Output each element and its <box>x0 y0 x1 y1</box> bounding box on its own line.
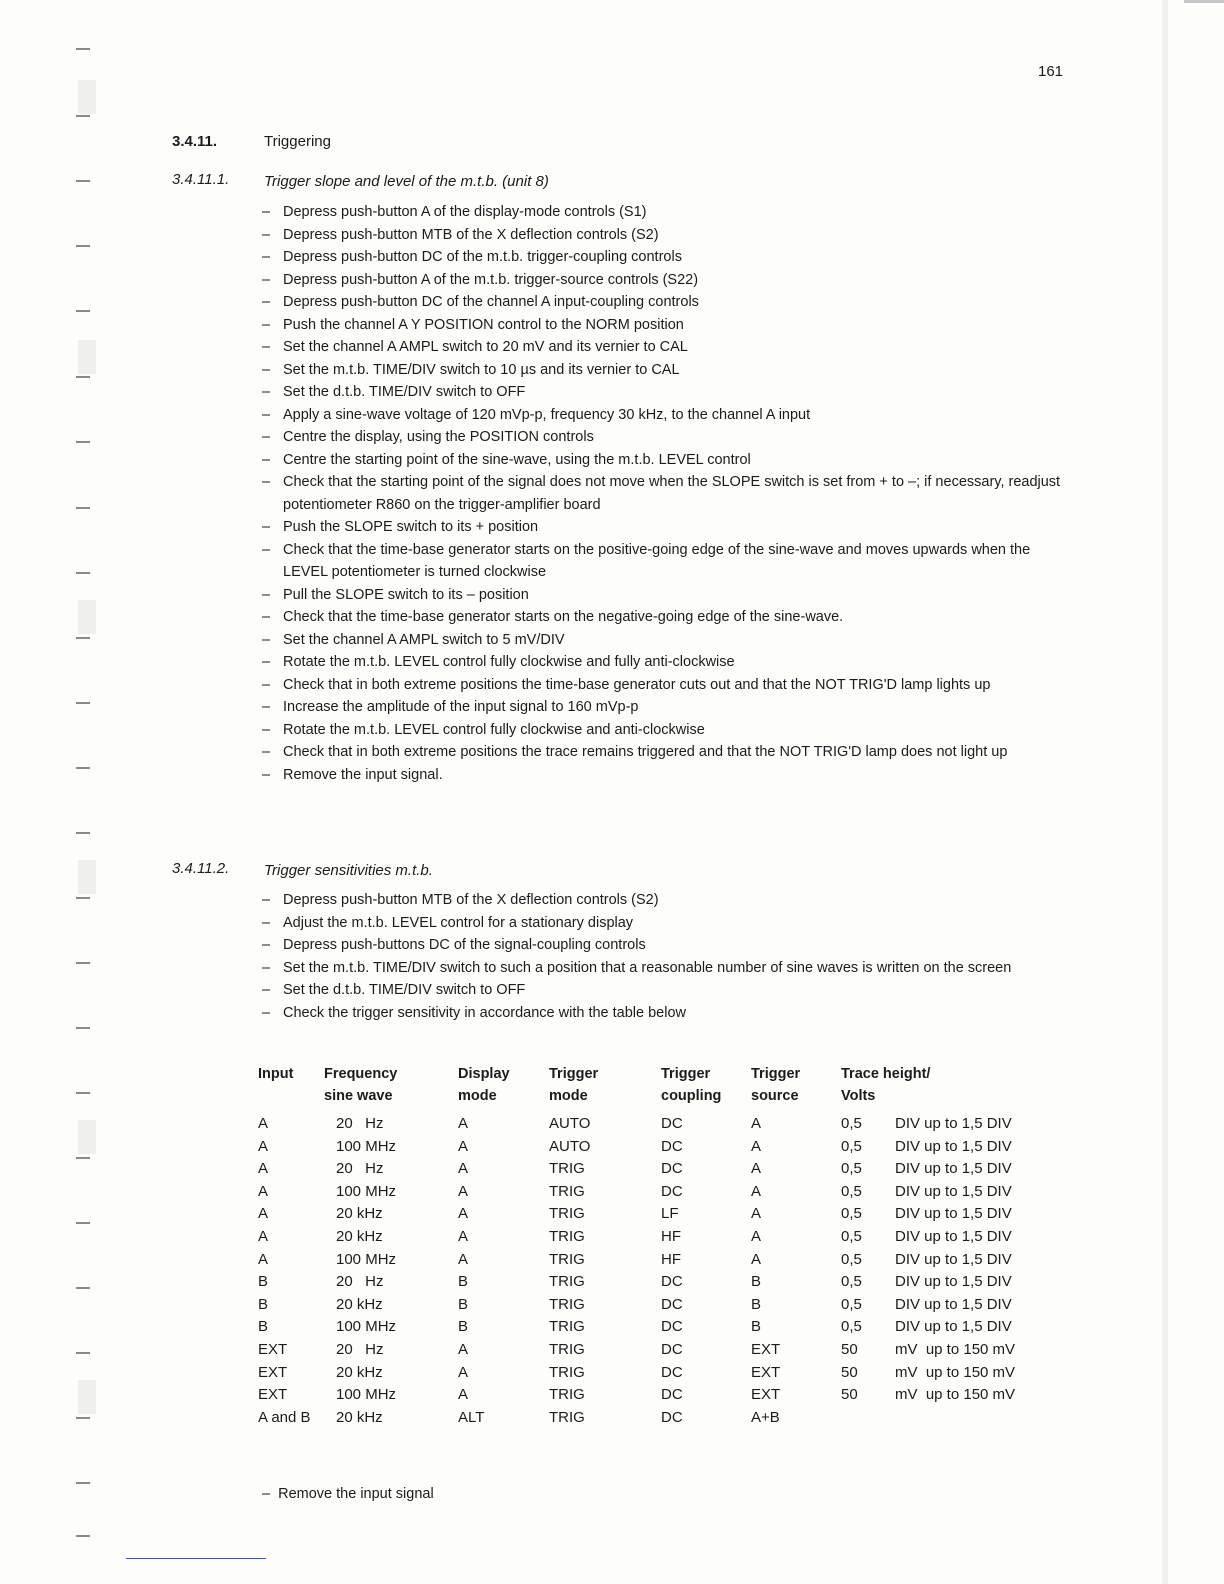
bullet-dash: – <box>262 384 271 400</box>
bullet-dash: – <box>262 676 271 693</box>
table-cell: A <box>258 1160 269 1178</box>
header-line: mode <box>549 1088 588 1104</box>
header-line: source <box>751 1088 799 1104</box>
table-cell: TRIG <box>549 1227 585 1245</box>
table-cell: 50 <box>841 1363 858 1381</box>
list-item <box>262 359 1072 382</box>
table-cell: A and B <box>258 1408 311 1426</box>
table-cell: 20 kHz <box>336 1295 383 1313</box>
table-cell: B <box>258 1318 269 1336</box>
table-cell: 100 MHz <box>336 1137 397 1155</box>
table-row <box>258 1181 1113 1204</box>
bullet-dash: – <box>262 541 271 558</box>
table-row <box>258 1316 1113 1339</box>
bullet-dash: – <box>262 226 271 243</box>
list-item <box>262 719 1072 742</box>
table-cell: A <box>751 1137 762 1155</box>
table-cell: DIV up to 1,5 DIV <box>895 1160 1012 1178</box>
header-line: sine wave <box>324 1088 393 1104</box>
table-cell: 20 kHz <box>336 1408 383 1426</box>
list-item <box>262 651 1072 674</box>
table-cell: A <box>458 1227 469 1245</box>
scan-edge-mark <box>1184 0 1224 3</box>
table-cell: DC <box>661 1115 683 1132</box>
header-line: Trigger <box>549 1066 599 1082</box>
table-cell: A <box>751 1205 762 1223</box>
table-cell: DIV up to 1,5 DIV <box>895 1273 1012 1291</box>
table-cell: mV up to 150 mV <box>895 1386 1016 1404</box>
table-cell: B <box>751 1273 762 1291</box>
table-cell: DC <box>661 1340 683 1358</box>
table-cell: DIV up to 1,5 DIV <box>895 1318 1012 1336</box>
table-row <box>258 1294 1113 1317</box>
bullet-dash: – <box>262 654 271 670</box>
list-item-text: Push the channel A Y POSITION control to the NORM position <box>283 316 684 333</box>
table-cell: TRIG <box>549 1318 585 1336</box>
table-row <box>258 1249 1113 1272</box>
bullet-dash: – <box>262 339 271 355</box>
bullet-dash: – <box>262 429 271 445</box>
list-item <box>262 224 1072 247</box>
table-cell: A <box>458 1160 469 1178</box>
list-item-text: Rotate the m.t.b. LEVEL control fully clockwise and anti-clockwise <box>283 721 705 738</box>
list-item <box>262 674 1072 697</box>
table-cell: A <box>458 1137 469 1155</box>
table-row <box>258 1339 1113 1362</box>
bullet-dash: – <box>262 294 271 310</box>
list-item <box>262 957 1072 980</box>
bullet-dash: – <box>262 271 271 288</box>
list-item-text: Remove the input signal. <box>283 766 443 783</box>
list-item <box>262 889 1072 912</box>
section-title: Triggering <box>264 133 331 150</box>
table-cell: A <box>458 1205 469 1223</box>
bullet-dash: – <box>262 982 271 998</box>
table-cell: 0,5 <box>841 1295 862 1313</box>
table-cell: 0,5 <box>841 1205 862 1223</box>
table-cell: DC <box>661 1160 683 1178</box>
list-item-text: Check that in both extreme positions the trace remains triggered and that the NOT TRIG'D lamp does not light up <box>283 744 1008 760</box>
table-cell: EXT <box>751 1340 781 1358</box>
page-number: 161 <box>1038 63 1064 80</box>
column-header <box>324 1063 458 1113</box>
table-cell: TRIG <box>549 1386 585 1404</box>
list-item <box>262 246 1072 269</box>
table-cell: 0,5 <box>841 1273 862 1291</box>
table-cell: A <box>751 1227 762 1245</box>
table-cell: 0,5 <box>841 1227 862 1245</box>
subsection-title: Trigger slope and level of the m.t.b. (unit 8) <box>264 173 549 190</box>
table-cell: TRIG <box>549 1182 585 1200</box>
list-item-text: Increase the amplitude of the input signal to 160 mVp-p <box>283 699 639 715</box>
list-item <box>262 539 1072 584</box>
list-item <box>262 606 1072 629</box>
list-item <box>262 696 1072 719</box>
table-row <box>258 1203 1113 1226</box>
table-cell: A <box>458 1182 469 1200</box>
list-item-text: Set the d.t.b. TIME/DIV switch to OFF <box>283 384 526 400</box>
table-cell: TRIG <box>549 1340 585 1358</box>
table-cell: 0,5 <box>841 1160 862 1178</box>
table-cell: B <box>751 1318 762 1336</box>
list-item-text: Depress push-button DC of the m.t.b. trigger-coupling controls <box>283 249 682 265</box>
table-cell: DC <box>661 1295 683 1313</box>
table-cell: B <box>458 1318 469 1336</box>
table-cell: 50 <box>841 1340 858 1358</box>
table-cell: ALT <box>458 1408 485 1426</box>
bullet-dash: – <box>262 406 271 423</box>
header-line: mode <box>458 1088 497 1104</box>
table-cell: 100 MHz <box>336 1182 397 1200</box>
bullet-dash: – <box>262 204 271 220</box>
table-cell: DC <box>661 1408 683 1426</box>
table-row <box>258 1136 1113 1159</box>
table-cell: DC <box>661 1318 683 1336</box>
bullet-dash: – <box>262 361 271 378</box>
table-cell <box>893 1407 1113 1430</box>
table-cell: EXT <box>258 1340 288 1358</box>
list-item <box>262 979 1072 1002</box>
table-cell: 0,5 <box>841 1250 862 1268</box>
list-item-text: Set the m.t.b. TIME/DIV switch to 10 µs and its vernier to CAL <box>283 361 680 378</box>
list-item <box>262 629 1072 652</box>
list-item <box>262 336 1072 359</box>
list-item-text: Push the SLOPE switch to its + position <box>283 519 539 535</box>
bullet-dash: – <box>262 1486 279 1502</box>
bullet-dash: – <box>262 744 271 760</box>
bullet-dash: – <box>262 937 271 953</box>
list-item-text: Check that the time-base generator starts on the negative-going edge of the sine-wave. <box>283 609 844 625</box>
subsection-number: 3.4.11.1. <box>172 171 230 188</box>
list-item-text: Set the d.t.b. TIME/DIV switch to OFF <box>283 982 526 998</box>
table-cell: 0,5 <box>841 1115 862 1132</box>
table-cell: A <box>458 1386 469 1404</box>
table-cell: TRIG <box>549 1295 585 1313</box>
bullet-dash: – <box>262 721 271 738</box>
header-line: Trace height/ <box>841 1066 931 1082</box>
table-row <box>258 1362 1113 1385</box>
table-cell: A <box>258 1137 269 1155</box>
list-item-text: Depress push-button MTB of the X deflection controls (S2) <box>283 226 659 243</box>
list-item-text: Check that the starting point of the signal does not move when the SLOPE switch is set from + to –; if necessary, readjust potentiometer R860 on the trigger-amplifier board <box>283 474 1061 513</box>
table-cell: A <box>258 1250 269 1268</box>
table-cell: 20 kHz <box>336 1205 383 1223</box>
table-cell: B <box>458 1273 469 1291</box>
list-item <box>262 1002 1072 1025</box>
list-item-text: Check the trigger sensitivity in accordance with the table below <box>283 1004 686 1021</box>
column-header <box>549 1063 661 1113</box>
list-item-text: Depress push-button DC of the channel A input-coupling controls <box>283 294 699 310</box>
section-number: 3.4.11. <box>172 133 218 150</box>
list-item <box>262 449 1072 472</box>
table-cell: 100 MHz <box>336 1250 397 1268</box>
table-cell: TRIG <box>549 1273 585 1291</box>
table-row <box>258 1226 1113 1249</box>
table-cell: A+B <box>751 1408 780 1426</box>
table-cell: EXT <box>751 1386 781 1404</box>
scan-margin <box>0 0 100 1584</box>
table-cell: A <box>458 1250 469 1268</box>
list-item <box>262 471 1072 516</box>
bullet-dash: – <box>262 519 271 535</box>
column-header <box>258 1063 324 1113</box>
table-row <box>258 1384 1113 1407</box>
procedure-list <box>262 201 1072 786</box>
table-cell: DC <box>661 1386 683 1404</box>
table-cell: 0,5 <box>841 1137 862 1155</box>
trigger-sensitivity-table <box>258 1063 1113 1429</box>
table-cell: 20 Hz <box>336 1160 384 1178</box>
bullet-dash: – <box>262 609 271 625</box>
table-cell: HF <box>661 1227 681 1245</box>
column-header <box>751 1063 841 1113</box>
table-cell: A <box>458 1340 469 1358</box>
table-cell: LF <box>661 1205 679 1223</box>
table-cell: 20 Hz <box>336 1115 384 1132</box>
final-step-text: Remove the input signal <box>278 1486 434 1502</box>
table-cell: EXT <box>258 1386 288 1404</box>
table-cell: DIV up to 1,5 DIV <box>895 1295 1012 1313</box>
bullet-dash: – <box>262 474 271 490</box>
header-line: Display <box>458 1066 510 1082</box>
bullet-dash: – <box>262 631 271 648</box>
bullet-dash: – <box>262 959 271 976</box>
table-cell: EXT <box>751 1363 781 1381</box>
list-item <box>262 291 1072 314</box>
column-header <box>841 1063 1113 1113</box>
table-cell: 20 kHz <box>336 1227 383 1245</box>
list-item-text: Adjust the m.t.b. LEVEL control for a stationary display <box>283 914 634 931</box>
table-cell: DIV up to 1,5 DIV <box>895 1182 1012 1200</box>
table-cell: B <box>458 1295 469 1313</box>
table-cell: DIV up to 1,5 DIV <box>895 1137 1012 1155</box>
bullet-dash: – <box>262 892 271 908</box>
table-cell: A <box>751 1250 762 1268</box>
table-cell: AUTO <box>549 1137 591 1155</box>
table-cell: A <box>258 1205 269 1223</box>
list-item-text: Rotate the m.t.b. LEVEL control fully clockwise and fully anti-clockwise <box>283 654 735 670</box>
table-cell: A <box>258 1227 269 1245</box>
table-cell: TRIG <box>549 1205 585 1223</box>
table-cell: DIV up to 1,5 DIV <box>895 1115 1012 1132</box>
table-cell: 100 MHz <box>336 1386 397 1404</box>
subsection-title: Trigger sensitivities m.t.b. <box>264 862 433 879</box>
table-row <box>258 1158 1113 1181</box>
table-cell: A <box>258 1115 269 1132</box>
table-cell: B <box>258 1273 269 1291</box>
bullet-dash: – <box>262 766 271 783</box>
bullet-dash: – <box>262 249 271 265</box>
list-item <box>262 381 1072 404</box>
list-item <box>262 934 1072 957</box>
list-item <box>262 741 1072 764</box>
bullet-dash: – <box>262 451 271 468</box>
list-item-text: Check that in both extreme positions the time-base generator cuts out and that the NOT TRIG'D lamp lights up <box>283 676 991 693</box>
list-item <box>262 201 1072 224</box>
list-item-text: Centre the starting point of the sine-wave, using the m.t.b. LEVEL control <box>283 451 751 468</box>
table-cell: TRIG <box>549 1160 585 1178</box>
list-item-text: Set the m.t.b. TIME/DIV switch to such a position that a reasonable number of sine waves is written on the screen <box>283 959 1012 976</box>
subsection-number: 3.4.11.2. <box>172 860 230 877</box>
list-item <box>262 404 1072 427</box>
table-cell: B <box>751 1295 762 1313</box>
list-item-text: Pull the SLOPE switch to its – position <box>283 586 529 603</box>
bullet-dash: – <box>262 1004 271 1021</box>
table-cell: DIV up to 1,5 DIV <box>895 1250 1012 1268</box>
list-item-text: Depress push-button A of the m.t.b. trigger-source controls (S22) <box>283 271 699 288</box>
list-item-text: Depress push-button MTB of the X deflection controls (S2) <box>283 892 659 908</box>
table-cell: DC <box>661 1273 683 1291</box>
table-cell: mV up to 150 mV <box>895 1363 1016 1381</box>
table-cell <box>841 1407 893 1430</box>
column-header <box>458 1063 549 1113</box>
table-row <box>258 1271 1113 1294</box>
table-cell: 20 Hz <box>336 1340 384 1358</box>
header-line: coupling <box>661 1088 722 1104</box>
header-line: Input <box>258 1066 294 1082</box>
list-item-text: Set the channel A AMPL switch to 5 mV/DIV <box>283 631 565 648</box>
header-line: Frequency <box>324 1066 398 1082</box>
list-item <box>262 764 1072 787</box>
list-item <box>262 584 1072 607</box>
final-step <box>262 1486 434 1502</box>
table-cell: DC <box>661 1137 683 1155</box>
table-cell: A <box>751 1115 762 1132</box>
table-cell: 0,5 <box>841 1318 862 1336</box>
bullet-dash: – <box>262 586 271 603</box>
list-item <box>262 314 1072 337</box>
list-item-text: Depress push-button A of the display-mode controls (S1) <box>283 204 647 220</box>
procedure-list <box>262 889 1072 1024</box>
table-cell: TRIG <box>549 1250 585 1268</box>
table-cell: B <box>258 1295 269 1313</box>
table-cell: A <box>458 1363 469 1381</box>
table-cell: AUTO <box>549 1115 591 1132</box>
list-item-text: Set the channel A AMPL switch to 20 mV and its vernier to CAL <box>283 339 688 355</box>
table-cell: A <box>751 1182 762 1200</box>
list-item <box>262 516 1072 539</box>
table-cell: TRIG <box>549 1363 585 1381</box>
table-row <box>258 1113 1113 1136</box>
table-cell: DC <box>661 1182 683 1200</box>
header-line: Trigger <box>661 1066 711 1082</box>
list-item-text: Apply a sine-wave voltage of 120 mVp-p, frequency 30 kHz, to the channel A input <box>283 406 811 423</box>
list-item <box>262 912 1072 935</box>
table-cell: 100 MHz <box>336 1318 397 1336</box>
table-cell: TRIG <box>549 1408 585 1426</box>
bullet-dash: – <box>262 914 271 931</box>
table-cell: A <box>458 1115 469 1132</box>
list-item-text: Centre the display, using the POSITION controls <box>283 429 594 445</box>
table-cell: DC <box>661 1363 683 1381</box>
table-cell: 50 <box>841 1386 858 1404</box>
table-cell: 20 kHz <box>336 1363 383 1381</box>
header-line: Trigger <box>751 1066 801 1082</box>
footer-rule <box>126 1558 266 1559</box>
table-cell: DIV up to 1,5 DIV <box>895 1227 1012 1245</box>
list-item-text: Depress push-buttons DC of the signal-coupling controls <box>283 937 646 953</box>
column-header <box>661 1063 751 1113</box>
table-cell: mV up to 150 mV <box>895 1340 1016 1358</box>
bullet-dash: – <box>262 699 271 715</box>
table-cell: 20 Hz <box>336 1273 384 1291</box>
header-line: Volts <box>841 1088 876 1104</box>
list-item <box>262 426 1072 449</box>
list-item-text: Check that the time-base generator starts on the positive-going edge of the sine-wave and moves upwards when the LEVEL potentiometer is turned clockwise <box>283 541 1031 580</box>
table-cell: EXT <box>258 1363 288 1381</box>
scan-edge <box>1162 0 1168 1584</box>
list-item <box>262 269 1072 292</box>
table-cell: A <box>258 1182 269 1200</box>
table-row <box>258 1407 1113 1430</box>
table-cell: A <box>751 1160 762 1178</box>
table-cell: 0,5 <box>841 1182 862 1200</box>
table-cell: HF <box>661 1250 681 1268</box>
bullet-dash: – <box>262 316 271 333</box>
table-cell: DIV up to 1,5 DIV <box>895 1205 1012 1223</box>
